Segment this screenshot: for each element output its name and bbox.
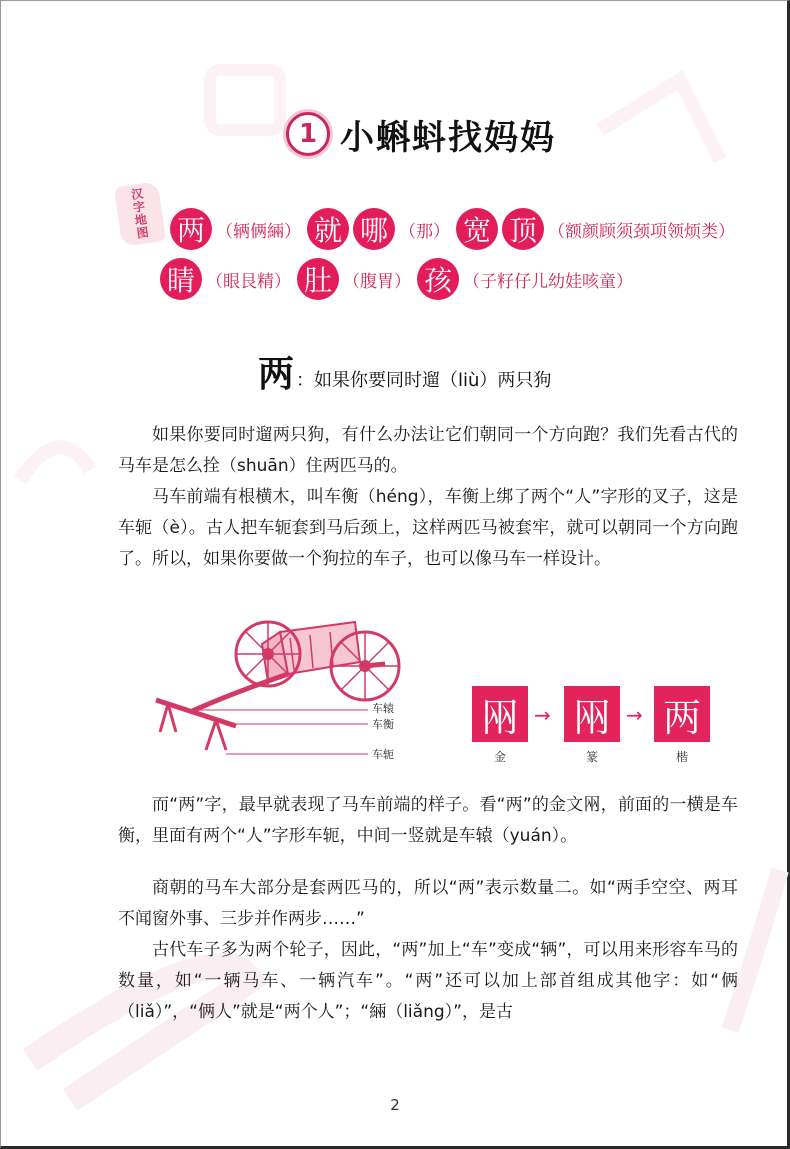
related-chars: （眼艮精）	[206, 271, 291, 292]
related-chars: （子籽仔儿幼娃咳童）	[463, 271, 633, 292]
char-circle: 睛	[160, 258, 202, 300]
section-heading	[258, 355, 551, 395]
character-map-badge	[114, 181, 166, 247]
paragraph: 马车前端有根横木，叫车衡（héng），车衡上绑了两个“人”字形的叉子，这是车轭（è）。古人把车轭套到马后颈上，这样两匹马被套牢，就可以朝同一个方向跑了。所以，如果你要做一个狗拉的车子，也可以像马车一样设计。	[118, 487, 738, 569]
lesson-title-text: 小蝌蚪找妈妈	[340, 117, 556, 158]
char-circle: 宽	[456, 208, 498, 250]
section-char: 两	[258, 354, 295, 395]
evolution-glyph: 㒳	[480, 695, 519, 740]
evolution-label: 金	[493, 750, 506, 764]
paragraph: 如果你要同时遛两只狗，有什么办法让它们朝同一个方向跑？我们先看古代的马车是怎么拴（shuān）住两匹马的。	[118, 425, 738, 476]
paragraph: 而“两”字，最早就表现了马车前端的样子。看“两”的金文㒳，前面的一横是车衡，里面有两个“人”字形车轭，中间一竖就是车辕（yuán）。	[118, 795, 738, 846]
evolution-label: 篆	[585, 750, 598, 764]
char-circle: 哪	[353, 208, 395, 250]
lesson-number: 1	[298, 119, 318, 149]
evolution-zhuan	[564, 686, 620, 742]
evolution-kai	[654, 686, 710, 742]
page-number: 2	[390, 1096, 400, 1114]
character-map-row-2	[160, 258, 639, 300]
char-circle: 两	[170, 208, 212, 250]
evolution-jin	[472, 686, 528, 742]
paragraph: 古代车子多为两个轮子，因此，“两”加上“车”变成“辆”，可以用来形容车马的数量，如“一辆马车、一辆汽车”。“两”还可以加上部首组成其他字：如“俩（liǎ）”，“俩人”就是“两个人”；“緉（liǎng）”，是古	[118, 940, 738, 1022]
related-chars: （那）	[399, 221, 450, 242]
char-circle: 肚	[297, 258, 339, 300]
related-chars: （额颜顾须颈项领烦类）	[548, 221, 735, 242]
paragraph: 商朝的马车大部分是套两匹马的，所以“两”表示数量二。如“两手空空、两耳不闻窗外事、三步并作两步……”	[118, 878, 738, 929]
lesson-number-badge	[286, 112, 330, 156]
evolution-arrow: →	[534, 703, 551, 727]
badge-char: 字	[132, 199, 146, 215]
related-chars: （腹胃）	[343, 271, 411, 292]
evolution-glyph: 㒳	[572, 695, 611, 740]
badge-char: 图	[135, 225, 150, 241]
lesson-title	[286, 108, 586, 160]
evolution-label: 楷	[675, 750, 688, 764]
section-subtitle: ：如果你要同时遛（liù）两只狗	[296, 370, 552, 391]
character-map-row-1	[170, 208, 741, 250]
related-chars: （辆俩緉）	[216, 221, 301, 242]
evolution-glyph: 两	[662, 695, 701, 740]
char-circle: 孩	[417, 258, 459, 300]
badge-char: 地	[133, 212, 148, 228]
badge-char: 汉	[130, 186, 145, 202]
label-yoke: 车轭	[372, 748, 394, 761]
char-circle: 顶	[502, 208, 544, 250]
chariot-illustration	[150, 604, 470, 774]
label-shaft: 车辕	[372, 702, 394, 715]
char-circle: 就	[307, 208, 349, 250]
evolution-arrow: →	[626, 703, 643, 727]
label-yoke-bar: 车衡	[372, 718, 394, 731]
